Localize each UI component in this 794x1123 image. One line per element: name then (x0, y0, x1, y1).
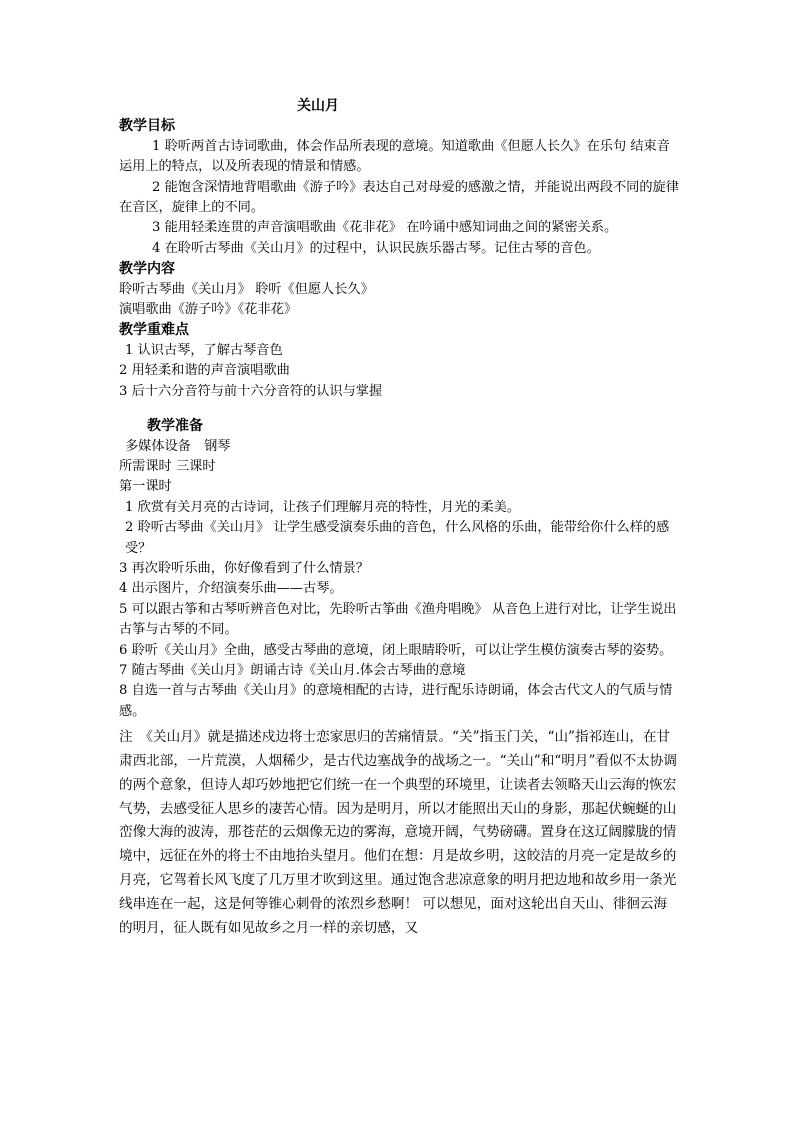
doc-title: 关山月 (297, 98, 339, 114)
heading-goals: 教学目标 (119, 118, 175, 135)
step-5: 5 可以跟古筝和古琴听辨音色对比，先聆听古筝曲《渔舟唱晚》 从音色上进行对比，让学生说出古筝与古琴的不同。 (119, 601, 677, 638)
key-point-3: 3 后十六分音符与前十六分音符的认识与掌握 (119, 383, 383, 399)
step-3: 3 再次聆听乐曲，你好像看到了什么情景？ (119, 560, 369, 576)
heading-preparation: 教学准备 (147, 418, 203, 435)
prep-hours: 所需课时 三课时 (119, 458, 216, 474)
key-point-1: 1 认识古琴，了解古琴音色 (125, 342, 283, 358)
heading-content: 教学内容 (119, 261, 175, 278)
step-7: 7 随古琴曲《关山月》朗诵古诗《关山月.体会古琴曲的意境 (119, 662, 466, 678)
content-2: 演唱歌曲《游子吟》《花非花》 (119, 302, 298, 318)
step-4: 4 出示图片，介绍演奏乐曲——古琴。 (119, 581, 343, 597)
goal-2: 2 能饱含深情地背唱歌曲《游子吟》表达自己对母爱的感激之情，并能说出两段不同的旋律在音区，旋律上的不同。 (119, 179, 679, 216)
heading-key-points: 教学重难点 (119, 322, 189, 339)
document-page (119, 96, 679, 940)
content-1: 聆听古琴曲《关山月》 聆听《但愿人长久》 (119, 281, 374, 297)
step-1: 1 欣赏有关月亮的古诗词，让孩子们理解月亮的特性，月光的柔美。 (125, 499, 521, 515)
key-point-2: 2 用轻柔和谐的声音演唱歌曲 (119, 363, 290, 379)
step-8: 8 自选一首与古琴曲《关山月》的意境相配的古诗，进行配乐诗朗诵，体会古代文人的气质与情感。 (119, 683, 673, 719)
step-2: 2 聆听古琴曲《关山月》 让学生感受演奏乐曲的音色，什么风格的乐曲，能带给你什么样的感受？ (125, 520, 670, 556)
lesson-one-label: 第一课时 (119, 479, 172, 495)
goal-3: 3 能用轻柔连贯的声音演唱歌曲《花非花》 在吟诵中感知词曲之间的紧密关系。 (152, 220, 618, 236)
note-paragraph: 注 《关山月》就是描述戍边将士恋家思归的苦痛情景。“关”指玉门关，“山”指祁连山，在甘肃西北部，一片荒漠，人烟稀少，是古代边塞战争的战场之一。“关山”和“明月”看似不太协调的两个意象，但诗人却巧妙地把它们统一在一个典型的环境里，让读者去领略天山云海的恢宏气势，去感受征人思乡的凄苦心情。因为是明月，所以才能照出天山的身影，那起伏蜿蜒的山峦像大海的波涛，那苍茫的云烟像无边的雾海，意境开阔，气势磅礴。置身在这辽阔朦胧的情境中，远征在外的将士不由地抬头望月。他们在想：月是故乡明，这皎洁的月亮一定是故乡的月亮，它驾着长风飞度了几万里才吹到这里。通过饱含悲凉意象的明月把边地和故乡用一条光线串连在一起，这是何等锥心刺骨的浓烈乡愁啊！ 可以想见，面对这轮出自天山、徘徊云海的明月，征人既有如见故乡之月一样的亲切感，又 (119, 729, 677, 936)
step-6: 6 聆听《关山月》全曲，感受古琴曲的意境，闭上眼睛聆听，可以让学生模仿演奏古琴的姿势。 (119, 642, 673, 658)
goal-1: 1 聆听两首古诗词歌曲，体会作品所表现的意境。知道歌曲《但愿人长久》在乐句 结束音运用上的特点，以及所表现的情景和情感。 (119, 138, 670, 175)
prep-equipment: 多媒体设备 钢琴 (125, 438, 231, 454)
goal-4: 4 在聆听古琴曲《关山月》的过程中，认识民族乐器古琴。记住古琴的音色。 (152, 240, 600, 256)
